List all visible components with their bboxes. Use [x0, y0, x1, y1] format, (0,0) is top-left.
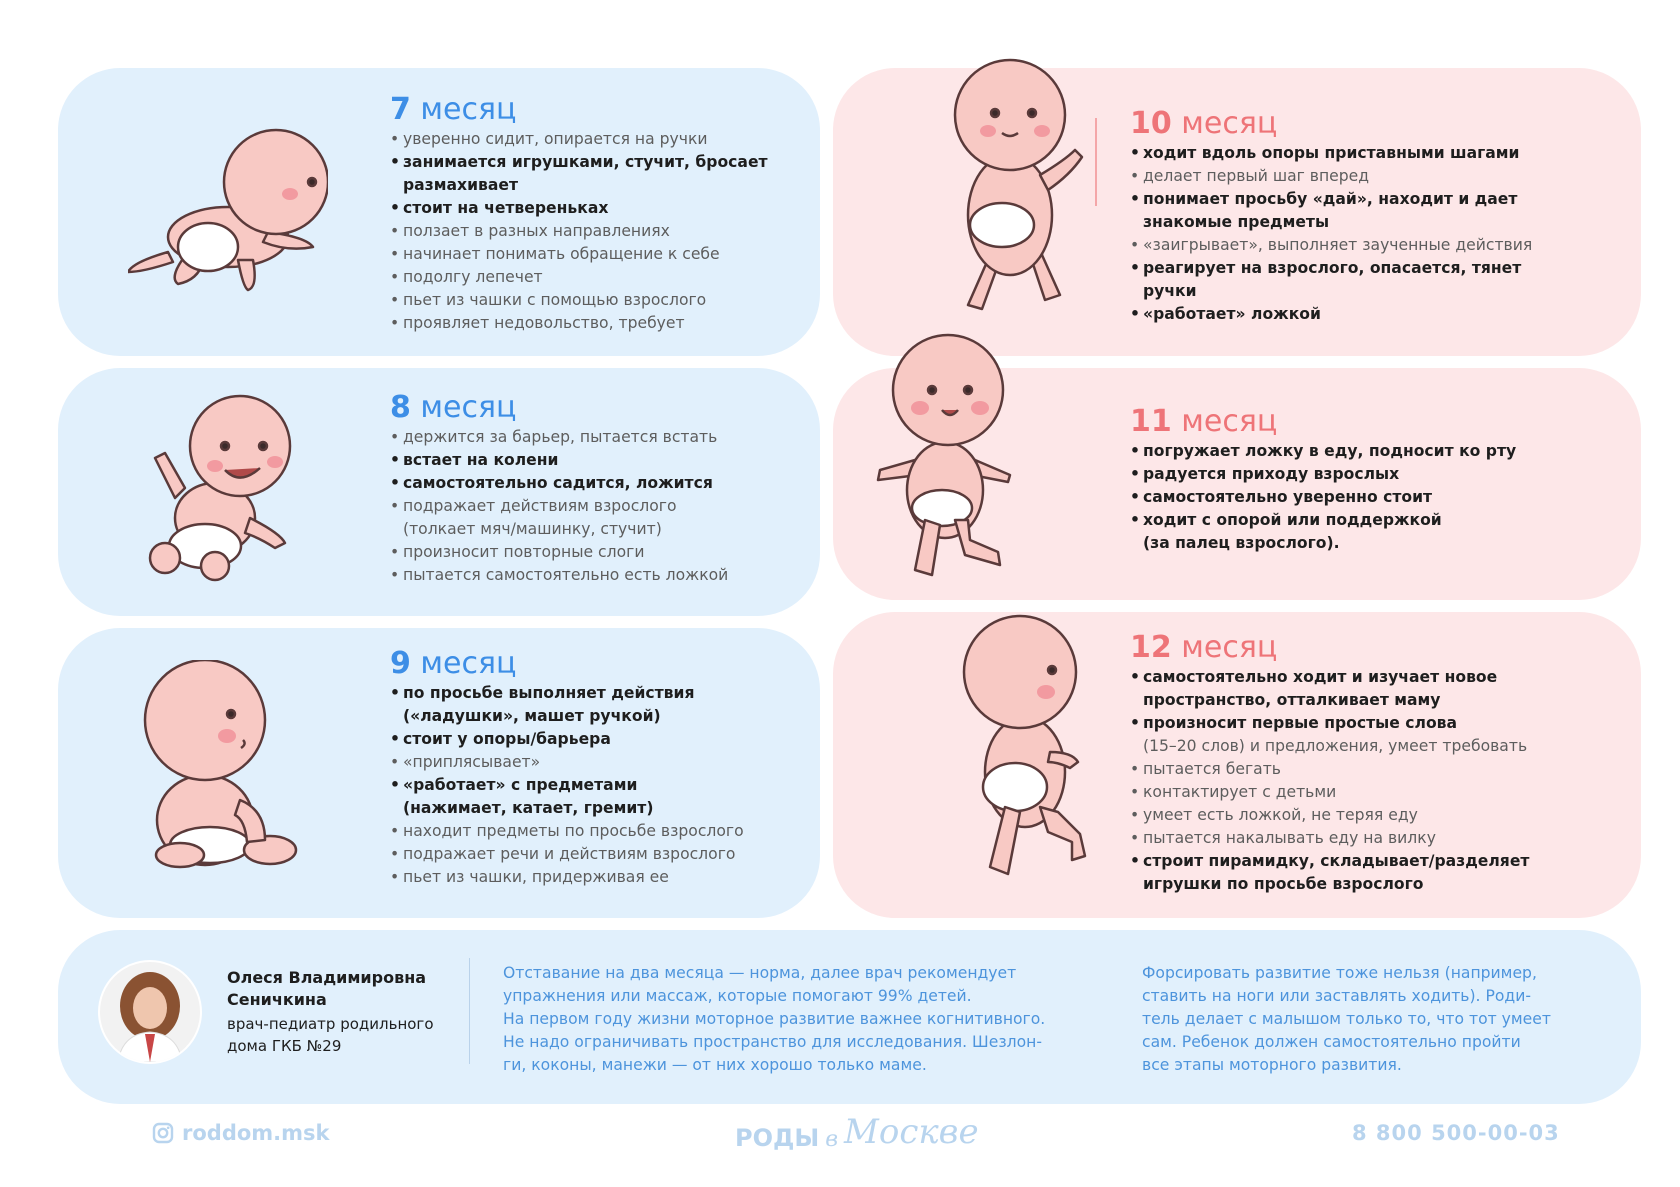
month-heading: 11 месяц	[1130, 404, 1278, 439]
milestone-item: • пытается накалывать еду на вилку	[1130, 827, 1529, 850]
milestone-item: • самостоятельно садится, ложится	[390, 472, 728, 495]
crawling-baby-illustration	[128, 112, 328, 302]
milestone-item: • ходит вдоль опоры приставными шагами	[1130, 142, 1532, 165]
milestone-item: • произносит повторные слоги	[390, 541, 728, 564]
milestone-item: • делает первый шаг вперед	[1130, 165, 1532, 188]
milestone-item: • реагирует на взрослого, опасается, тянет ручки	[1130, 257, 1532, 303]
milestone-list	[390, 426, 728, 587]
milestone-item: • самостоятельно уверенно стоит	[1130, 486, 1516, 509]
milestone-item: • радуется приходу взрослых	[1130, 463, 1516, 486]
milestone-list	[1130, 440, 1516, 555]
card-10-content	[1130, 108, 1532, 326]
walking-baby-illustration	[960, 612, 1110, 892]
note-right: Форсировать развитие тоже нельзя (например, ставить на ноги или заставлять ходить). Роди- тель делает с малышом только то, что тот умеет сам. Ребенок должен самостоятельно пройти все этапы моторного развития.	[1142, 964, 1551, 1074]
milestone-item: • проявляет недовольство, требует	[390, 312, 768, 335]
standing-baby-illustration	[870, 330, 1020, 585]
milestone-item: • «приплясывает»	[390, 751, 744, 774]
milestone-item: • начинает понимать обращение к себе	[390, 243, 768, 266]
milestone-item: • умеет есть ложкой, не теряя еду	[1130, 804, 1529, 827]
month-heading: 8 месяц	[390, 390, 517, 425]
doctor-avatar	[100, 962, 200, 1062]
month-heading: 12 месяц	[1130, 630, 1278, 665]
milestone-item: • занимается игрушками, стучит, бросает размахивает	[390, 151, 768, 197]
doctor-name: Олеся Владимировна Сеничкина	[227, 968, 427, 1009]
milestone-item: • пытается бегать	[1130, 758, 1529, 781]
milestone-item: • пытается самостоятельно есть ложкой	[390, 564, 728, 587]
milestone-item: • самостоятельно ходит и изучает новое пространство, отталкивает маму	[1130, 666, 1529, 712]
sitting-baby-illustration	[135, 660, 315, 880]
milestone-item: • встает на колени	[390, 449, 728, 472]
note-left: Отставание на два месяца — норма, далее врач рекомендует упражнения или массаж, которые помогают 99% детей. На первом году жизни моторное развитие важнее когнитивного. Не надо ограничивать пространство для исследования. Шезлон- ги, коконы, манежи — от них хорошо только маме.	[503, 964, 1046, 1074]
phone-number[interactable]: 8 800 500-00-03	[1352, 1121, 1560, 1145]
milestone-item: • находит предметы по просьбе взрослого	[390, 820, 744, 843]
milestone-item: • «работает» с предметами (нажимает, катает, гремит)	[390, 774, 744, 820]
month-heading: 7 месяц	[390, 92, 517, 127]
month-heading: 10 месяц	[1130, 106, 1278, 141]
milestone-item: • подражает речи и действиям взрослого	[390, 843, 744, 866]
milestone-item: • пьет из чашки с помощью взрослого	[390, 289, 768, 312]
milestone-list	[390, 682, 744, 889]
card-9-content	[390, 648, 744, 889]
milestone-item: • подражает действиям взрослого (толкает мяч/машинку, стучит)	[390, 495, 728, 541]
instagram-handle: roddom.msk	[182, 1121, 330, 1145]
milestone-item: • «заигрывает», выполняет заученные действия	[1130, 234, 1532, 257]
milestone-item: • ходит с опорой или поддержкой (за палец взрослого).	[1130, 509, 1516, 555]
doctor-role: врач-педиатр родильного дома ГКБ №29	[227, 1015, 434, 1055]
info-divider	[469, 958, 470, 1064]
milestone-item: • уверенно сидит, опирается на ручки	[390, 128, 768, 151]
doctor-portrait-icon	[100, 962, 200, 1062]
milestone-item: • стоит на четвереньках	[390, 197, 768, 220]
milestone-item: • ползает в разных направлениях	[390, 220, 768, 243]
milestone-item: (15–20 слов) и предложения, умеет требовать	[1143, 737, 1528, 755]
milestone-list	[390, 128, 768, 335]
brand-logo: РОДЫ в Москве	[735, 1112, 979, 1152]
milestone-item: • держится за барьер, пытается встать	[390, 426, 728, 449]
milestone-item: • пьет из чашки, придерживая ее	[390, 866, 744, 889]
milestone-item: • «работает» ложкой	[1130, 303, 1532, 326]
milestone-item: • контактирует с детьми	[1130, 781, 1529, 804]
instagram-icon	[152, 1122, 174, 1144]
milestone-item: • погружает ложку в еду, подносит ко рту	[1130, 440, 1516, 463]
milestone-item: • произносит первые простые слова	[1130, 712, 1529, 735]
month-heading: 9 месяц	[390, 646, 517, 681]
milestone-item: • подолгу лепечет	[390, 266, 768, 289]
card-10-divider	[1095, 118, 1097, 206]
milestone-item: • строит пирамидку, складывает/разделяет игрушки по просьбе взрослого	[1130, 850, 1529, 896]
walking-along-support-baby-illustration	[950, 55, 1100, 325]
milestone-item: • понимает просьбу «дай», находит и дает знакомые предметы	[1130, 188, 1532, 234]
card-7-content	[390, 94, 768, 335]
card-12-content	[1130, 632, 1529, 896]
instagram-link[interactable]	[152, 1121, 329, 1145]
card-8-content	[390, 392, 728, 587]
milestone-list	[1130, 666, 1529, 896]
sitting-waving-baby-illustration	[145, 388, 305, 588]
milestone-list	[1130, 142, 1532, 326]
milestone-item: • по просьбе выполняет действия («ладушки», машет ручкой)	[390, 682, 744, 728]
milestone-item: • стоит у опоры/барьера	[390, 728, 744, 751]
card-11-content	[1130, 406, 1516, 555]
